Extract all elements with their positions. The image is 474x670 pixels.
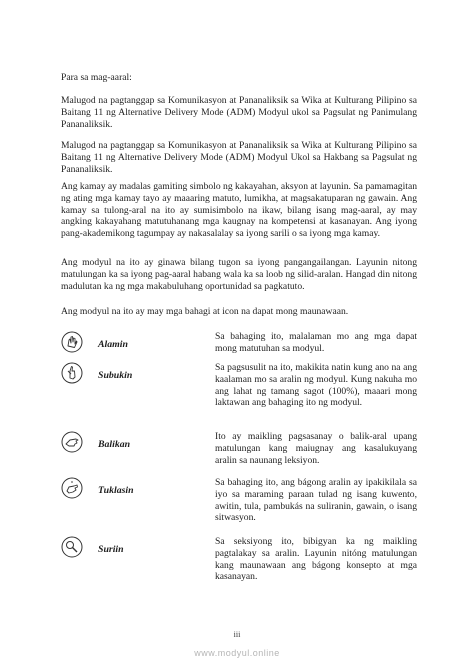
section-title-balikan: Balikan bbox=[98, 439, 131, 450]
section-description-suriin: Sa seksiyong ito, bibigyan ka ng maikling pagtalakay sa aralin. Layunin nitóng matulungan kang maunawaan ang bágong konsepto at mga kasanayan. bbox=[215, 536, 417, 583]
subukin-hand-icon bbox=[61, 362, 83, 384]
section-title-subukin: Subukin bbox=[98, 370, 133, 381]
balikan-hand-icon bbox=[61, 431, 83, 453]
section-row-suriin bbox=[61, 536, 417, 596]
section-description-balikan: Ito ay maikling pagsasanay o balik-aral upang matulungan kang maiugnay ang kasalukuyang aralin sa naunang leksiyon. bbox=[215, 431, 417, 466]
welcome-paragraph-2: Malugod na pagtanggap sa Komunikasyon at Pananaliksik sa Wika at Kulturang Pilipino sa Baitang 11 ng Alternative Delivery Mode (ADM) Modyul Ukol sa Hakbang sa Pagsulat ng Pananaliksik. bbox=[61, 140, 417, 175]
greeting: Para sa mag-aaral: bbox=[61, 72, 132, 83]
site-watermark: www.modyul.online bbox=[194, 648, 280, 658]
section-title-suriin: Suriin bbox=[98, 544, 124, 555]
welcome-paragraph-1: Malugod na pagtanggap sa Komunikasyon at Pananaliksik sa Wika at Kulturang Pilipino sa Baitang 11 ng Alternative Delivery Mode (ADM) Modyul ukol sa Pagsulat ng Panimulang Pananaliksik. bbox=[61, 95, 417, 130]
section-description-alamin: Sa bahaging ito, malalaman mo ang mga dapat mong matutuhan sa modyul. bbox=[215, 331, 417, 354]
section-title-tuklasin: Tuklasin bbox=[98, 485, 134, 496]
suriin-magnifier-icon bbox=[61, 536, 83, 558]
section-row-tuklasin bbox=[61, 477, 417, 537]
module-parts-intro: Ang modyul na ito ay may mga bahagi at icon na dapat mong maunawaan. bbox=[61, 306, 349, 317]
section-row-subukin bbox=[61, 362, 417, 422]
section-description-tuklasin: Sa bahaging ito, ang bágong aralin ay ipakikilala sa iyo sa maraming paraan tulad ng isang kuwento, awitin, tula, pambukás na suliranin, gawain, o isang sitwasyon. bbox=[215, 477, 417, 524]
module-purpose-paragraph: Ang modyul na ito ay ginawa bilang tugon sa iyong pangangailangan. Layunin nitong matulungan ka sa iyong pag-aaral habang wala ka sa loob ng silid-aralan. Hangad din nitong madulutan ka ng mga makabuluhang oportunidad sa pagkatuto. bbox=[61, 257, 417, 292]
hand-symbol-paragraph: Ang kamay ay madalas gamiting simbolo ng kakayahan, aksyon at layunin. Sa pamamagitan ng ating mga kamay tayo ay maaaring matuto, lumikha, at magsakatuparan ng gawain. Ang kamay sa tulong-aral na ito ay sumisimbolo na ikaw, bilang isang mag-aaral, ay may angking kakayahang matutuhanang mga kaugnay na kompetensi at kasanayan. Ang iyong pang-akademikong tagumpay ay nakasalalay sa iyong sarili o sa iyong mga kamay. bbox=[61, 181, 417, 240]
page-number: iii bbox=[233, 630, 241, 639]
alamin-hand-icon bbox=[61, 331, 83, 353]
section-description-subukin: Sa pagsusulit na ito, makikita natin kung ano na ang kaalaman mo sa aralin ng modyul. Kung nakuha mo ang lahat ng tamang sagot (100%), maaari mong laktawan ang bahaging ito ng modyul. bbox=[215, 362, 417, 409]
tuklasin-hand-icon bbox=[61, 477, 83, 499]
section-title-alamin: Alamin bbox=[98, 339, 128, 350]
